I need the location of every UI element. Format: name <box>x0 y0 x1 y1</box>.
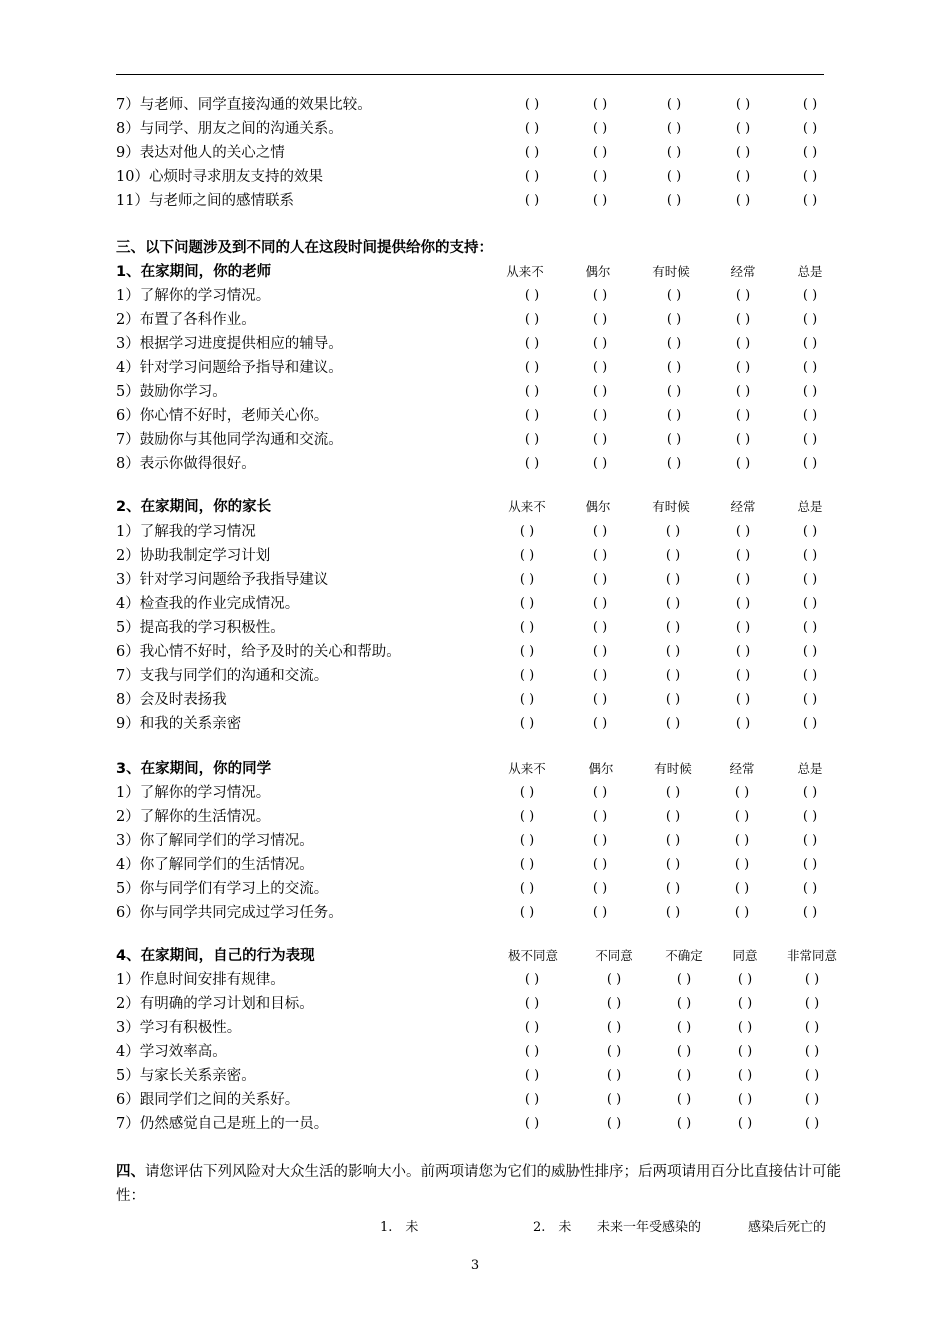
prev-item-2-choice-1[interactable]: ( ) <box>524 121 540 136</box>
question-row-label: 5）与家长关系亲密。 <box>116 1068 256 1084</box>
group-heading-4-label: 4、在家期间，自己的行为表现 <box>116 948 315 964</box>
group-3-item-3-choice-5[interactable]: ( ) <box>802 833 818 848</box>
group-4-item-6-choice-1[interactable]: ( ) <box>524 1092 540 1107</box>
group-1-item-7-choice-1[interactable]: ( ) <box>524 432 540 447</box>
group-1-item-7-choice-3[interactable]: ( ) <box>666 432 682 447</box>
option-header-5: 总是 <box>797 499 823 514</box>
question-row-label: 9）表达对他人的关心之情 <box>116 145 285 161</box>
question-row <box>116 641 836 663</box>
group-2-item-1-choice-4[interactable]: ( ) <box>735 524 751 539</box>
question-row <box>116 713 836 735</box>
group-1-item-7-choice-2[interactable]: ( ) <box>592 432 608 447</box>
group-2-item-7-choice-1[interactable]: ( ) <box>519 668 535 683</box>
question-row-label: 9）和我的关系亲密 <box>116 716 242 732</box>
group-1-item-1-choice-5[interactable]: ( ) <box>802 288 818 303</box>
group-3-item-2-choice-5[interactable]: ( ) <box>802 809 818 824</box>
page-number: 3 <box>470 1258 480 1273</box>
prev-item-3-choice-1[interactable]: ( ) <box>524 145 540 160</box>
question-row-label: 1）了解我的学习情况 <box>116 524 256 540</box>
section4-intro <box>116 1160 856 1208</box>
group-2-item-3-choice-4[interactable]: ( ) <box>735 572 751 587</box>
prev-item-4-choice-1[interactable]: ( ) <box>524 169 540 184</box>
group-2-item-2-choice-2[interactable]: ( ) <box>592 548 608 563</box>
question-row <box>116 969 836 991</box>
prev-item-2-choice-4[interactable]: ( ) <box>735 121 751 136</box>
option-header-4: 经常 <box>730 264 756 279</box>
group-2-item-7-choice-2[interactable]: ( ) <box>592 668 608 683</box>
question-row <box>116 1089 836 1111</box>
option-header-4: 经常 <box>729 761 755 776</box>
question-row <box>116 333 836 355</box>
group-2-item-1-choice-3[interactable]: ( ) <box>665 524 681 539</box>
prev-item-4-choice-3[interactable]: ( ) <box>666 169 682 184</box>
group-1-item-5-choice-1[interactable]: ( ) <box>524 384 540 399</box>
group-4-item-4-choice-2[interactable]: ( ) <box>606 1044 622 1059</box>
group-4-item-2-choice-5[interactable]: ( ) <box>804 996 820 1011</box>
group-3-item-1-choice-5[interactable]: ( ) <box>802 785 818 800</box>
group-2-item-8-choice-5[interactable]: ( ) <box>802 692 818 707</box>
group-1-item-8-choice-5[interactable]: ( ) <box>802 456 818 471</box>
option-header-3: 有时候 <box>652 264 690 279</box>
group-3-item-6-choice-3[interactable]: ( ) <box>665 905 681 920</box>
group-1-item-8-choice-2[interactable]: ( ) <box>592 456 608 471</box>
group-3-item-3-choice-3[interactable]: ( ) <box>665 833 681 848</box>
group-2-item-3-choice-3[interactable]: ( ) <box>665 572 681 587</box>
prev-item-3-choice-5[interactable]: ( ) <box>802 145 818 160</box>
question-row-label: 6）跟同学们之间的关系好。 <box>116 1092 300 1108</box>
section4-col-3: 未来一年受感染的 <box>597 1220 702 1235</box>
group-4-item-1-choice-5[interactable]: ( ) <box>804 972 820 987</box>
group-4-item-2-choice-2[interactable]: ( ) <box>606 996 622 1011</box>
question-row-label: 6）你心情不好时，老师关心你。 <box>116 408 329 424</box>
group-4-item-3-choice-2[interactable]: ( ) <box>606 1020 622 1035</box>
group-2-item-9-choice-3[interactable]: ( ) <box>665 716 681 731</box>
option-header-2: 偶尔 <box>588 761 614 776</box>
group-1-item-2-choice-3[interactable]: ( ) <box>666 312 682 327</box>
option-header-1: 从来不 <box>506 264 544 279</box>
group-1-item-1-choice-4[interactable]: ( ) <box>735 288 751 303</box>
question-row-label: 3）你了解同学们的学习情况。 <box>116 833 314 849</box>
option-header-1: 从来不 <box>508 761 546 776</box>
group-1-item-3-choice-3[interactable]: ( ) <box>666 336 682 351</box>
group-1-item-6-choice-2[interactable]: ( ) <box>592 408 608 423</box>
section4-col-1: 1. 未 <box>380 1220 419 1235</box>
prev-item-1-choice-3[interactable]: ( ) <box>666 97 682 112</box>
group-4-item-1-choice-2[interactable]: ( ) <box>606 972 622 987</box>
group-4-item-3-choice-5[interactable]: ( ) <box>804 1020 820 1035</box>
group-4-item-3-choice-4[interactable]: ( ) <box>737 1020 753 1035</box>
group-1-item-4-choice-2[interactable]: ( ) <box>592 360 608 375</box>
prev-item-1-choice-4[interactable]: ( ) <box>735 97 751 112</box>
group-4-item-5-choice-2[interactable]: ( ) <box>606 1068 622 1083</box>
group-4-item-6-choice-2[interactable]: ( ) <box>606 1092 622 1107</box>
group-4-item-7-choice-2[interactable]: ( ) <box>606 1116 622 1131</box>
group-1-item-7-choice-4[interactable]: ( ) <box>735 432 751 447</box>
option-header-3: 有时候 <box>652 499 690 514</box>
question-row <box>116 689 836 711</box>
question-row-label: 1）作息时间安排有规律。 <box>116 972 285 988</box>
prev-item-2-choice-5[interactable]: ( ) <box>802 121 818 136</box>
group-2-item-6-choice-2[interactable]: ( ) <box>592 644 608 659</box>
question-row-label: 3）针对学习问题给予我指导建议 <box>116 572 329 588</box>
group-1-item-5-choice-4[interactable]: ( ) <box>735 384 751 399</box>
group-4-item-5-choice-4[interactable]: ( ) <box>737 1068 753 1083</box>
prev-item-4-choice-5[interactable]: ( ) <box>802 169 818 184</box>
question-row <box>116 545 836 567</box>
group-2-item-1-choice-2[interactable]: ( ) <box>592 524 608 539</box>
group-3-item-1-choice-4[interactable]: ( ) <box>734 785 750 800</box>
question-row <box>116 166 836 188</box>
prev-item-5-choice-4[interactable]: ( ) <box>735 193 751 208</box>
group-4-item-5-choice-1[interactable]: ( ) <box>524 1068 540 1083</box>
group-4-item-6-choice-4[interactable]: ( ) <box>737 1092 753 1107</box>
top-rule <box>116 74 824 75</box>
group-4-item-7-choice-3[interactable]: ( ) <box>676 1116 692 1131</box>
question-row <box>116 830 836 852</box>
group-3-item-5-choice-1[interactable]: ( ) <box>519 881 535 896</box>
group-2-item-7-choice-4[interactable]: ( ) <box>735 668 751 683</box>
group-3-item-1-choice-3[interactable]: ( ) <box>665 785 681 800</box>
question-row-label: 11）与老师之间的感情联系 <box>116 193 294 209</box>
group-2-item-8-choice-2[interactable]: ( ) <box>592 692 608 707</box>
group-2-item-4-choice-2[interactable]: ( ) <box>592 596 608 611</box>
option-header-5: 总是 <box>797 264 823 279</box>
group-2-item-5-choice-4[interactable]: ( ) <box>735 620 751 635</box>
group-3-item-6-choice-2[interactable]: ( ) <box>592 905 608 920</box>
question-row-label: 2）布置了各科作业。 <box>116 312 256 328</box>
group-2-item-6-choice-5[interactable]: ( ) <box>802 644 818 659</box>
question-row <box>116 453 836 475</box>
group-4-item-3-choice-3[interactable]: ( ) <box>676 1020 692 1035</box>
group-1-item-7-choice-5[interactable]: ( ) <box>802 432 818 447</box>
group-3-item-4-choice-4[interactable]: ( ) <box>734 857 750 872</box>
section4-col-4: 感染后死亡的 <box>748 1220 827 1235</box>
group-4-item-1-choice-1[interactable]: ( ) <box>524 972 540 987</box>
group-3-item-2-choice-3[interactable]: ( ) <box>665 809 681 824</box>
group-3-item-2-choice-4[interactable]: ( ) <box>734 809 750 824</box>
question-row <box>116 1041 836 1063</box>
option-header-2: 偶尔 <box>585 264 611 279</box>
group-1-item-2-choice-2[interactable]: ( ) <box>592 312 608 327</box>
question-row <box>116 569 836 591</box>
group-1-item-1-choice-3[interactable]: ( ) <box>666 288 682 303</box>
option-header-3: 不确定 <box>665 948 703 963</box>
question-row <box>116 429 836 451</box>
option-header-5: 非常同意 <box>786 948 837 963</box>
group-2-item-3-choice-2[interactable]: ( ) <box>592 572 608 587</box>
question-row-label: 7）与老师、同学直接沟通的效果比较。 <box>116 97 372 113</box>
group-4-item-1-choice-3[interactable]: ( ) <box>676 972 692 987</box>
question-row <box>116 593 836 615</box>
question-row <box>116 357 836 379</box>
question-row-label: 2）有明确的学习计划和目标。 <box>116 996 314 1012</box>
group-4-item-5-choice-5[interactable]: ( ) <box>804 1068 820 1083</box>
group-2-item-6-choice-3[interactable]: ( ) <box>665 644 681 659</box>
group-3-item-3-choice-1[interactable]: ( ) <box>519 833 535 848</box>
question-row-label: 5）鼓励你学习。 <box>116 384 227 400</box>
question-row <box>116 993 836 1015</box>
question-row <box>116 190 836 212</box>
prev-item-1-choice-2[interactable]: ( ) <box>592 97 608 112</box>
group-heading-3-label: 3、在家期间，你的同学 <box>116 761 272 777</box>
question-row <box>116 1113 836 1135</box>
group-2-item-3-choice-1[interactable]: ( ) <box>519 572 535 587</box>
group-3-item-6-choice-1[interactable]: ( ) <box>519 905 535 920</box>
group-4-item-4-choice-5[interactable]: ( ) <box>804 1044 820 1059</box>
question-row <box>116 521 836 543</box>
group-3-item-1-choice-1[interactable]: ( ) <box>519 785 535 800</box>
group-3-item-5-choice-4[interactable]: ( ) <box>734 881 750 896</box>
option-header-5: 总是 <box>797 761 823 776</box>
group-3-item-2-choice-1[interactable]: ( ) <box>519 809 535 824</box>
group-3-item-4-choice-5[interactable]: ( ) <box>802 857 818 872</box>
prev-item-2-choice-3[interactable]: ( ) <box>666 121 682 136</box>
section4-col-2: 2. 未 <box>533 1220 572 1235</box>
group-1-item-2-choice-4[interactable]: ( ) <box>735 312 751 327</box>
option-header-4: 经常 <box>730 499 756 514</box>
question-row <box>116 878 836 900</box>
group-2-item-1-choice-1[interactable]: ( ) <box>519 524 535 539</box>
question-row-label: 5）提高我的学习积极性。 <box>116 620 285 636</box>
question-row <box>116 665 836 687</box>
question-row-label: 6）你与同学共同完成过学习任务。 <box>116 905 343 921</box>
prev-item-4-choice-2[interactable]: ( ) <box>592 169 608 184</box>
group-4-item-2-choice-1[interactable]: ( ) <box>524 996 540 1011</box>
group-2-item-8-choice-3[interactable]: ( ) <box>665 692 681 707</box>
option-header-1: 极不同意 <box>507 948 558 963</box>
group-heading-1-label: 1、在家期间，你的老师 <box>116 264 272 280</box>
group-3-item-4-choice-1[interactable]: ( ) <box>519 857 535 872</box>
group-3-item-4-choice-3[interactable]: ( ) <box>665 857 681 872</box>
group-4-item-4-choice-3[interactable]: ( ) <box>676 1044 692 1059</box>
group-4-item-4-choice-4[interactable]: ( ) <box>737 1044 753 1059</box>
group-3-item-1-choice-2[interactable]: ( ) <box>592 785 608 800</box>
group-2-item-5-choice-1[interactable]: ( ) <box>519 620 535 635</box>
prev-item-4-choice-4[interactable]: ( ) <box>735 169 751 184</box>
question-row-label: 8）与同学、朋友之间的沟通关系。 <box>116 121 343 137</box>
prev-item-3-choice-2[interactable]: ( ) <box>592 145 608 160</box>
question-row-label: 2）协助我制定学习计划 <box>116 548 271 564</box>
group-2-item-2-choice-1[interactable]: ( ) <box>519 548 535 563</box>
group-1-item-2-choice-1[interactable]: ( ) <box>524 312 540 327</box>
group-1-item-6-choice-3[interactable]: ( ) <box>666 408 682 423</box>
option-header-1: 从来不 <box>508 499 546 514</box>
group-1-item-3-choice-1[interactable]: ( ) <box>524 336 540 351</box>
prev-item-3-choice-4[interactable]: ( ) <box>735 145 751 160</box>
prev-item-1-choice-1[interactable]: ( ) <box>524 97 540 112</box>
section3-title <box>116 237 836 259</box>
question-row-label: 4）你了解同学们的生活情况。 <box>116 857 314 873</box>
option-header-2: 不同意 <box>595 948 633 963</box>
section4-text: 请您评估下列风险对大众生活的影响大小。前两项请您为它们的威胁性排序；后两项请用百分比直接估计可能性： <box>116 1164 841 1204</box>
group-2-item-2-choice-4[interactable]: ( ) <box>735 548 751 563</box>
prev-item-5-choice-2[interactable]: ( ) <box>592 193 608 208</box>
group-1-item-2-choice-5[interactable]: ( ) <box>802 312 818 327</box>
question-row <box>116 1065 836 1087</box>
question-row <box>116 94 836 116</box>
group-4-item-3-choice-1[interactable]: ( ) <box>524 1020 540 1035</box>
group-1-item-8-choice-1[interactable]: ( ) <box>524 456 540 471</box>
question-row-label: 4）针对学习问题给予指导和建议。 <box>116 360 343 376</box>
group-3-item-3-choice-4[interactable]: ( ) <box>734 833 750 848</box>
question-row <box>116 381 836 403</box>
question-row <box>116 285 836 307</box>
question-row <box>116 309 836 331</box>
prev-item-5-choice-3[interactable]: ( ) <box>666 193 682 208</box>
question-row-label: 7）鼓励你与其他同学沟通和交流。 <box>116 432 343 448</box>
group-4-item-7-choice-4[interactable]: ( ) <box>737 1116 753 1131</box>
group-2-item-5-choice-3[interactable]: ( ) <box>665 620 681 635</box>
prev-item-5-choice-5[interactable]: ( ) <box>802 193 818 208</box>
group-3-item-5-choice-3[interactable]: ( ) <box>665 881 681 896</box>
question-row-label: 3）根据学习进度提供相应的辅导。 <box>116 336 343 352</box>
group-2-item-6-choice-4[interactable]: ( ) <box>735 644 751 659</box>
group-1-item-1-choice-2[interactable]: ( ) <box>592 288 608 303</box>
group-1-item-5-choice-3[interactable]: ( ) <box>666 384 682 399</box>
group-2-item-6-choice-1[interactable]: ( ) <box>519 644 535 659</box>
option-header-2: 偶尔 <box>585 499 611 514</box>
group-1-item-8-choice-3[interactable]: ( ) <box>666 456 682 471</box>
section3-title-label: 三、以下问题涉及到不同的人在这段时间提供给你的支持： <box>116 240 493 256</box>
section4-number: 四、 <box>116 1164 145 1180</box>
group-2-item-5-choice-5[interactable]: ( ) <box>802 620 818 635</box>
group-3-item-5-choice-2[interactable]: ( ) <box>592 881 608 896</box>
group-2-item-9-choice-4[interactable]: ( ) <box>735 716 751 731</box>
group-1-item-4-choice-4[interactable]: ( ) <box>735 360 751 375</box>
group-heading-3 <box>116 758 836 780</box>
option-header-4: 同意 <box>732 948 758 963</box>
prev-item-1-choice-5[interactable]: ( ) <box>802 97 818 112</box>
question-row <box>116 1017 836 1039</box>
group-1-item-1-choice-1[interactable]: ( ) <box>524 288 540 303</box>
question-row <box>116 902 836 924</box>
group-2-item-4-choice-5[interactable]: ( ) <box>802 596 818 611</box>
question-row-label: 4）检查我的作业完成情况。 <box>116 596 300 612</box>
prev-item-2-choice-2[interactable]: ( ) <box>592 121 608 136</box>
group-2-item-2-choice-5[interactable]: ( ) <box>802 548 818 563</box>
group-2-item-7-choice-5[interactable]: ( ) <box>802 668 818 683</box>
question-row-label: 4）学习效率高。 <box>116 1044 227 1060</box>
question-row-label: 10）心烦时寻求朋友支持的效果 <box>116 169 323 185</box>
group-1-item-3-choice-2[interactable]: ( ) <box>592 336 608 351</box>
group-3-item-6-choice-5[interactable]: ( ) <box>802 905 818 920</box>
group-4-item-7-choice-5[interactable]: ( ) <box>804 1116 820 1131</box>
group-4-item-6-choice-3[interactable]: ( ) <box>676 1092 692 1107</box>
group-1-item-5-choice-5[interactable]: ( ) <box>802 384 818 399</box>
question-row-label: 1）了解你的学习情况。 <box>116 288 271 304</box>
question-row-label: 3）学习有积极性。 <box>116 1020 242 1036</box>
question-row-label: 6）我心情不好时，给予及时的关心和帮助。 <box>116 644 401 660</box>
option-header-3: 有时候 <box>654 761 692 776</box>
question-row-label: 2）了解你的生活情况。 <box>116 809 271 825</box>
prev-item-3-choice-3[interactable]: ( ) <box>666 145 682 160</box>
group-3-item-5-choice-5[interactable]: ( ) <box>802 881 818 896</box>
group-1-item-4-choice-3[interactable]: ( ) <box>666 360 682 375</box>
group-2-item-1-choice-5[interactable]: ( ) <box>802 524 818 539</box>
group-2-item-8-choice-4[interactable]: ( ) <box>735 692 751 707</box>
group-2-item-9-choice-2[interactable]: ( ) <box>592 716 608 731</box>
group-1-item-4-choice-1[interactable]: ( ) <box>524 360 540 375</box>
question-row-label: 8）表示你做得很好。 <box>116 456 256 472</box>
group-4-item-2-choice-3[interactable]: ( ) <box>676 996 692 1011</box>
question-row-label: 1）了解你的学习情况。 <box>116 785 271 801</box>
group-3-item-4-choice-2[interactable]: ( ) <box>592 857 608 872</box>
group-heading-1 <box>116 261 836 283</box>
group-2-item-4-choice-1[interactable]: ( ) <box>519 596 535 611</box>
question-row <box>116 806 836 828</box>
question-row <box>116 142 836 164</box>
group-4-item-2-choice-4[interactable]: ( ) <box>737 996 753 1011</box>
prev-item-5-choice-1[interactable]: ( ) <box>524 193 540 208</box>
group-3-item-6-choice-4[interactable]: ( ) <box>734 905 750 920</box>
question-row <box>116 405 836 427</box>
group-1-item-4-choice-5[interactable]: ( ) <box>802 360 818 375</box>
group-heading-2-label: 2、在家期间，你的家长 <box>116 499 272 515</box>
question-row-label: 7）支我与同学们的沟通和交流。 <box>116 668 329 684</box>
group-2-item-9-choice-5[interactable]: ( ) <box>802 716 818 731</box>
group-1-item-6-choice-1[interactable]: ( ) <box>524 408 540 423</box>
group-4-item-5-choice-3[interactable]: ( ) <box>676 1068 692 1083</box>
group-2-item-4-choice-4[interactable]: ( ) <box>735 596 751 611</box>
group-2-item-7-choice-3[interactable]: ( ) <box>665 668 681 683</box>
question-row <box>116 782 836 804</box>
question-row <box>116 854 836 876</box>
group-1-item-3-choice-4[interactable]: ( ) <box>735 336 751 351</box>
question-row <box>116 617 836 639</box>
question-row <box>116 118 836 140</box>
group-3-item-3-choice-2[interactable]: ( ) <box>592 833 608 848</box>
group-2-item-2-choice-3[interactable]: ( ) <box>665 548 681 563</box>
question-row-label: 8）会及时表扬我 <box>116 692 227 708</box>
group-2-item-4-choice-3[interactable]: ( ) <box>665 596 681 611</box>
group-heading-2 <box>116 496 836 518</box>
group-1-item-3-choice-5[interactable]: ( ) <box>802 336 818 351</box>
group-2-item-3-choice-5[interactable]: ( ) <box>802 572 818 587</box>
group-1-item-6-choice-5[interactable]: ( ) <box>802 408 818 423</box>
group-2-item-5-choice-2[interactable]: ( ) <box>592 620 608 635</box>
group-4-item-7-choice-1[interactable]: ( ) <box>524 1116 540 1131</box>
group-3-item-2-choice-2[interactable]: ( ) <box>592 809 608 824</box>
group-1-item-5-choice-2[interactable]: ( ) <box>592 384 608 399</box>
question-row-label: 5）你与同学们有学习上的交流。 <box>116 881 329 897</box>
group-2-item-8-choice-1[interactable]: ( ) <box>519 692 535 707</box>
group-1-item-8-choice-4[interactable]: ( ) <box>735 456 751 471</box>
group-4-item-4-choice-1[interactable]: ( ) <box>524 1044 540 1059</box>
group-heading-4 <box>116 945 836 967</box>
group-4-item-1-choice-4[interactable]: ( ) <box>737 972 753 987</box>
group-1-item-6-choice-4[interactable]: ( ) <box>735 408 751 423</box>
question-row-label: 7）仍然感觉自己是班上的一员。 <box>116 1116 329 1132</box>
group-4-item-6-choice-5[interactable]: ( ) <box>804 1092 820 1107</box>
group-2-item-9-choice-1[interactable]: ( ) <box>519 716 535 731</box>
